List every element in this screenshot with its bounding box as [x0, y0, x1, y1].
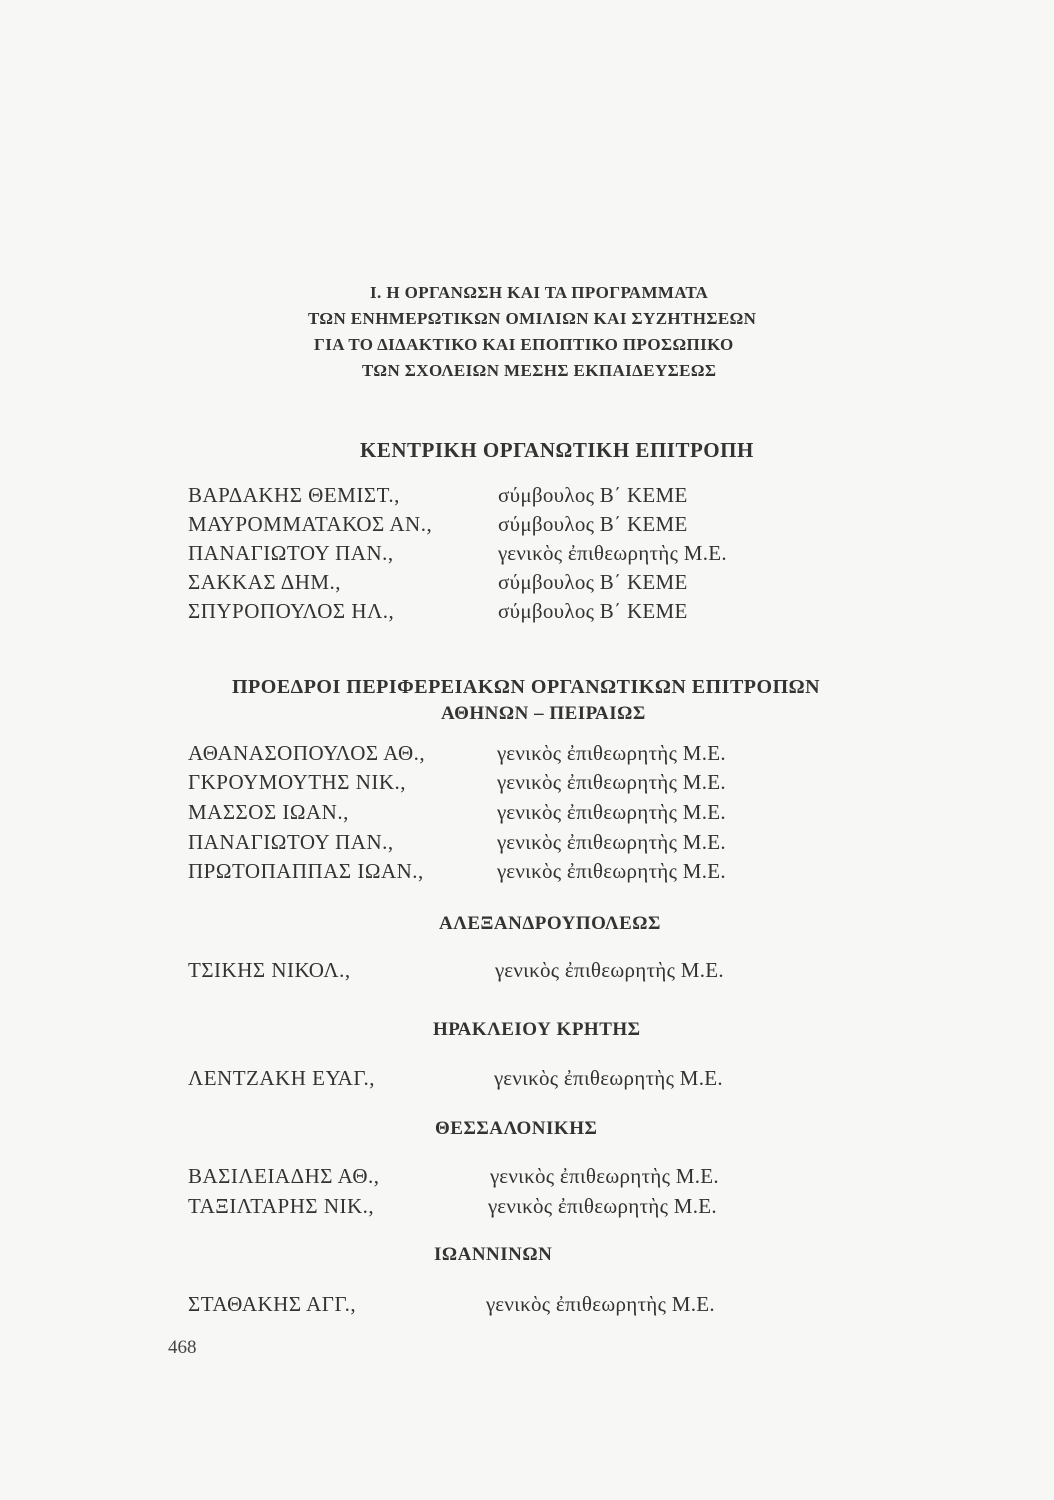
- member-row: [0, 483, 1054, 511]
- member-name: ΤΑΞΙΛΤΑΡΗΣ ΝΙΚ.,: [188, 1194, 375, 1218]
- member-name: ΠΑΝΑΓΙΩΤΟΥ ΠΑΝ.,: [188, 541, 394, 565]
- member-name: ΠΡΩΤΟΠΑΠΠΑΣ ΙΩΑΝ.,: [188, 859, 424, 883]
- member-name: ΒΑΡΔΑΚΗΣ ΘΕΜΙΣΤ.,: [188, 483, 400, 507]
- page-number: 468: [168, 1337, 197, 1358]
- member-name: ΣΠΥΡΟΠΟΥΛΟΣ ΗΛ.,: [188, 599, 395, 623]
- member-name: ΣΤΑΘΑΚΗΣ ΑΓΓ.,: [188, 1292, 357, 1316]
- member-role: γενικὸς ἐπιθεωρητὴς Μ.Ε.: [497, 741, 726, 765]
- section-heading-athens-piraeus: ΑΘΗΝΩΝ – ΠΕΙΡΑΙΩΣ: [441, 703, 646, 724]
- member-role: σύμβουλος Β΄ ΚΕΜΕ: [498, 570, 688, 594]
- section-heading-alexandroupolis: ΑΛΕΞΑΝΔΡΟΥΠΟΛΕΩΣ: [439, 913, 661, 934]
- member-role: γενικὸς ἐπιθεωρητὴς Μ.Ε.: [490, 1164, 719, 1188]
- title-line: ΓΙΑ ΤΟ ΔΙΔΑΚΤΙΚΟ ΚΑΙ ΕΠΟΠΤΙΚΟ ΠΡΟΣΩΠΙΚΟ: [314, 335, 734, 354]
- member-role: σύμβουλος Β΄ ΚΕΜΕ: [498, 599, 688, 623]
- member-name: ΒΑΣΙΛΕΙΑΔΗΣ ΑΘ.,: [188, 1164, 380, 1188]
- member-role: γενικὸς ἐπιθεωρητὴς Μ.Ε.: [495, 958, 724, 982]
- member-role: γενικὸς ἐπιθεωρητὴς Μ.Ε.: [497, 770, 726, 794]
- member-role: γενικὸς ἐπιθεωρητὴς Μ.Ε.: [488, 1194, 717, 1218]
- member-name: ΜΑΥΡΟΜΜΑΤΑΚΟΣ ΑΝ.,: [188, 512, 433, 536]
- member-name: ΜΑΣΣΟΣ ΙΩΑΝ.,: [188, 800, 349, 824]
- member-row: [0, 741, 1054, 769]
- member-role: γενικὸς ἐπιθεωρητὴς Μ.Ε.: [497, 830, 726, 854]
- member-row: [0, 1194, 1054, 1222]
- member-role: γενικὸς ἐπιθεωρητὴς Μ.Ε.: [498, 541, 727, 565]
- member-role: γενικὸς ἐπιθεωρητὴς Μ.Ε.: [497, 859, 726, 883]
- member-row: [0, 599, 1054, 627]
- member-row: [0, 830, 1054, 858]
- member-row: [0, 859, 1054, 887]
- member-name: ΣΑΚΚΑΣ ΔΗΜ.,: [188, 570, 342, 594]
- member-name: ΛΕΝΤΖΑΚΗ ΕΥΑΓ.,: [188, 1066, 375, 1090]
- section-heading-heraklion: ΗΡΑΚΛΕΙΟΥ ΚΡΗΤΗΣ: [433, 1019, 641, 1040]
- member-row: [0, 1292, 1054, 1320]
- section-heading-ioannina: ΙΩΑΝΝΙΝΩΝ: [434, 1244, 553, 1265]
- title-line: Ι. Η ΟΡΓΑΝΩΣΗ ΚΑΙ ΤΑ ΠΡΟΓΡΑΜΜΑΤΑ: [370, 283, 709, 302]
- member-name: ΑΘΑΝΑΣΟΠΟΥΛΟΣ ΑΘ.,: [188, 741, 426, 765]
- member-role: γενικὸς ἐπιθεωρητὴς Μ.Ε.: [497, 800, 726, 824]
- member-name: ΓΚΡΟΥΜΟΥΤΗΣ ΝΙΚ.,: [188, 770, 407, 794]
- member-name: ΠΑΝΑΓΙΩΤΟΥ ΠΑΝ.,: [188, 830, 394, 854]
- member-role: σύμβουλος Β΄ ΚΕΜΕ: [498, 512, 688, 536]
- title-line: ΤΩΝ ΕΝΗΜΕΡΩΤΙΚΩΝ ΟΜΙΛΙΩΝ ΚΑΙ ΣΥΖΗΤΗΣΕΩΝ: [308, 309, 757, 328]
- member-row: [0, 1066, 1054, 1094]
- member-name: ΤΣΙΚΗΣ ΝΙΚΟΛ.,: [188, 958, 351, 982]
- member-row: [0, 770, 1054, 798]
- title-line: ΤΩΝ ΣΧΟΛΕΙΩΝ ΜΕΣΗΣ ΕΚΠΑΙΔΕΥΣΕΩΣ: [362, 361, 717, 380]
- member-role: γενικὸς ἐπιθεωρητὴς Μ.Ε.: [486, 1292, 715, 1316]
- member-row: [0, 541, 1054, 569]
- member-row: [0, 512, 1054, 540]
- central-committee-heading: ΚΕΝΤΡΙΚΗ ΟΡΓΑΝΩΤΙΚΗ ΕΠΙΤΡΟΠΗ: [360, 438, 754, 462]
- regional-presidents-heading: ΠΡΟΕΔΡΟΙ ΠΕΡΙΦΕΡΕΙΑΚΩΝ ΟΡΓΑΝΩΤΙΚΩΝ ΕΠΙΤΡΟΠΩΝ: [232, 676, 821, 698]
- member-row: [0, 958, 1054, 986]
- section-heading-thessaloniki: ΘΕΣΣΑΛΟΝΙΚΗΣ: [435, 1118, 598, 1139]
- member-role: γενικὸς ἐπιθεωρητὴς Μ.Ε.: [494, 1066, 723, 1090]
- member-row: [0, 1164, 1054, 1192]
- member-role: σύμβουλος Β΄ ΚΕΜΕ: [498, 483, 688, 507]
- member-row: [0, 570, 1054, 598]
- member-row: [0, 800, 1054, 828]
